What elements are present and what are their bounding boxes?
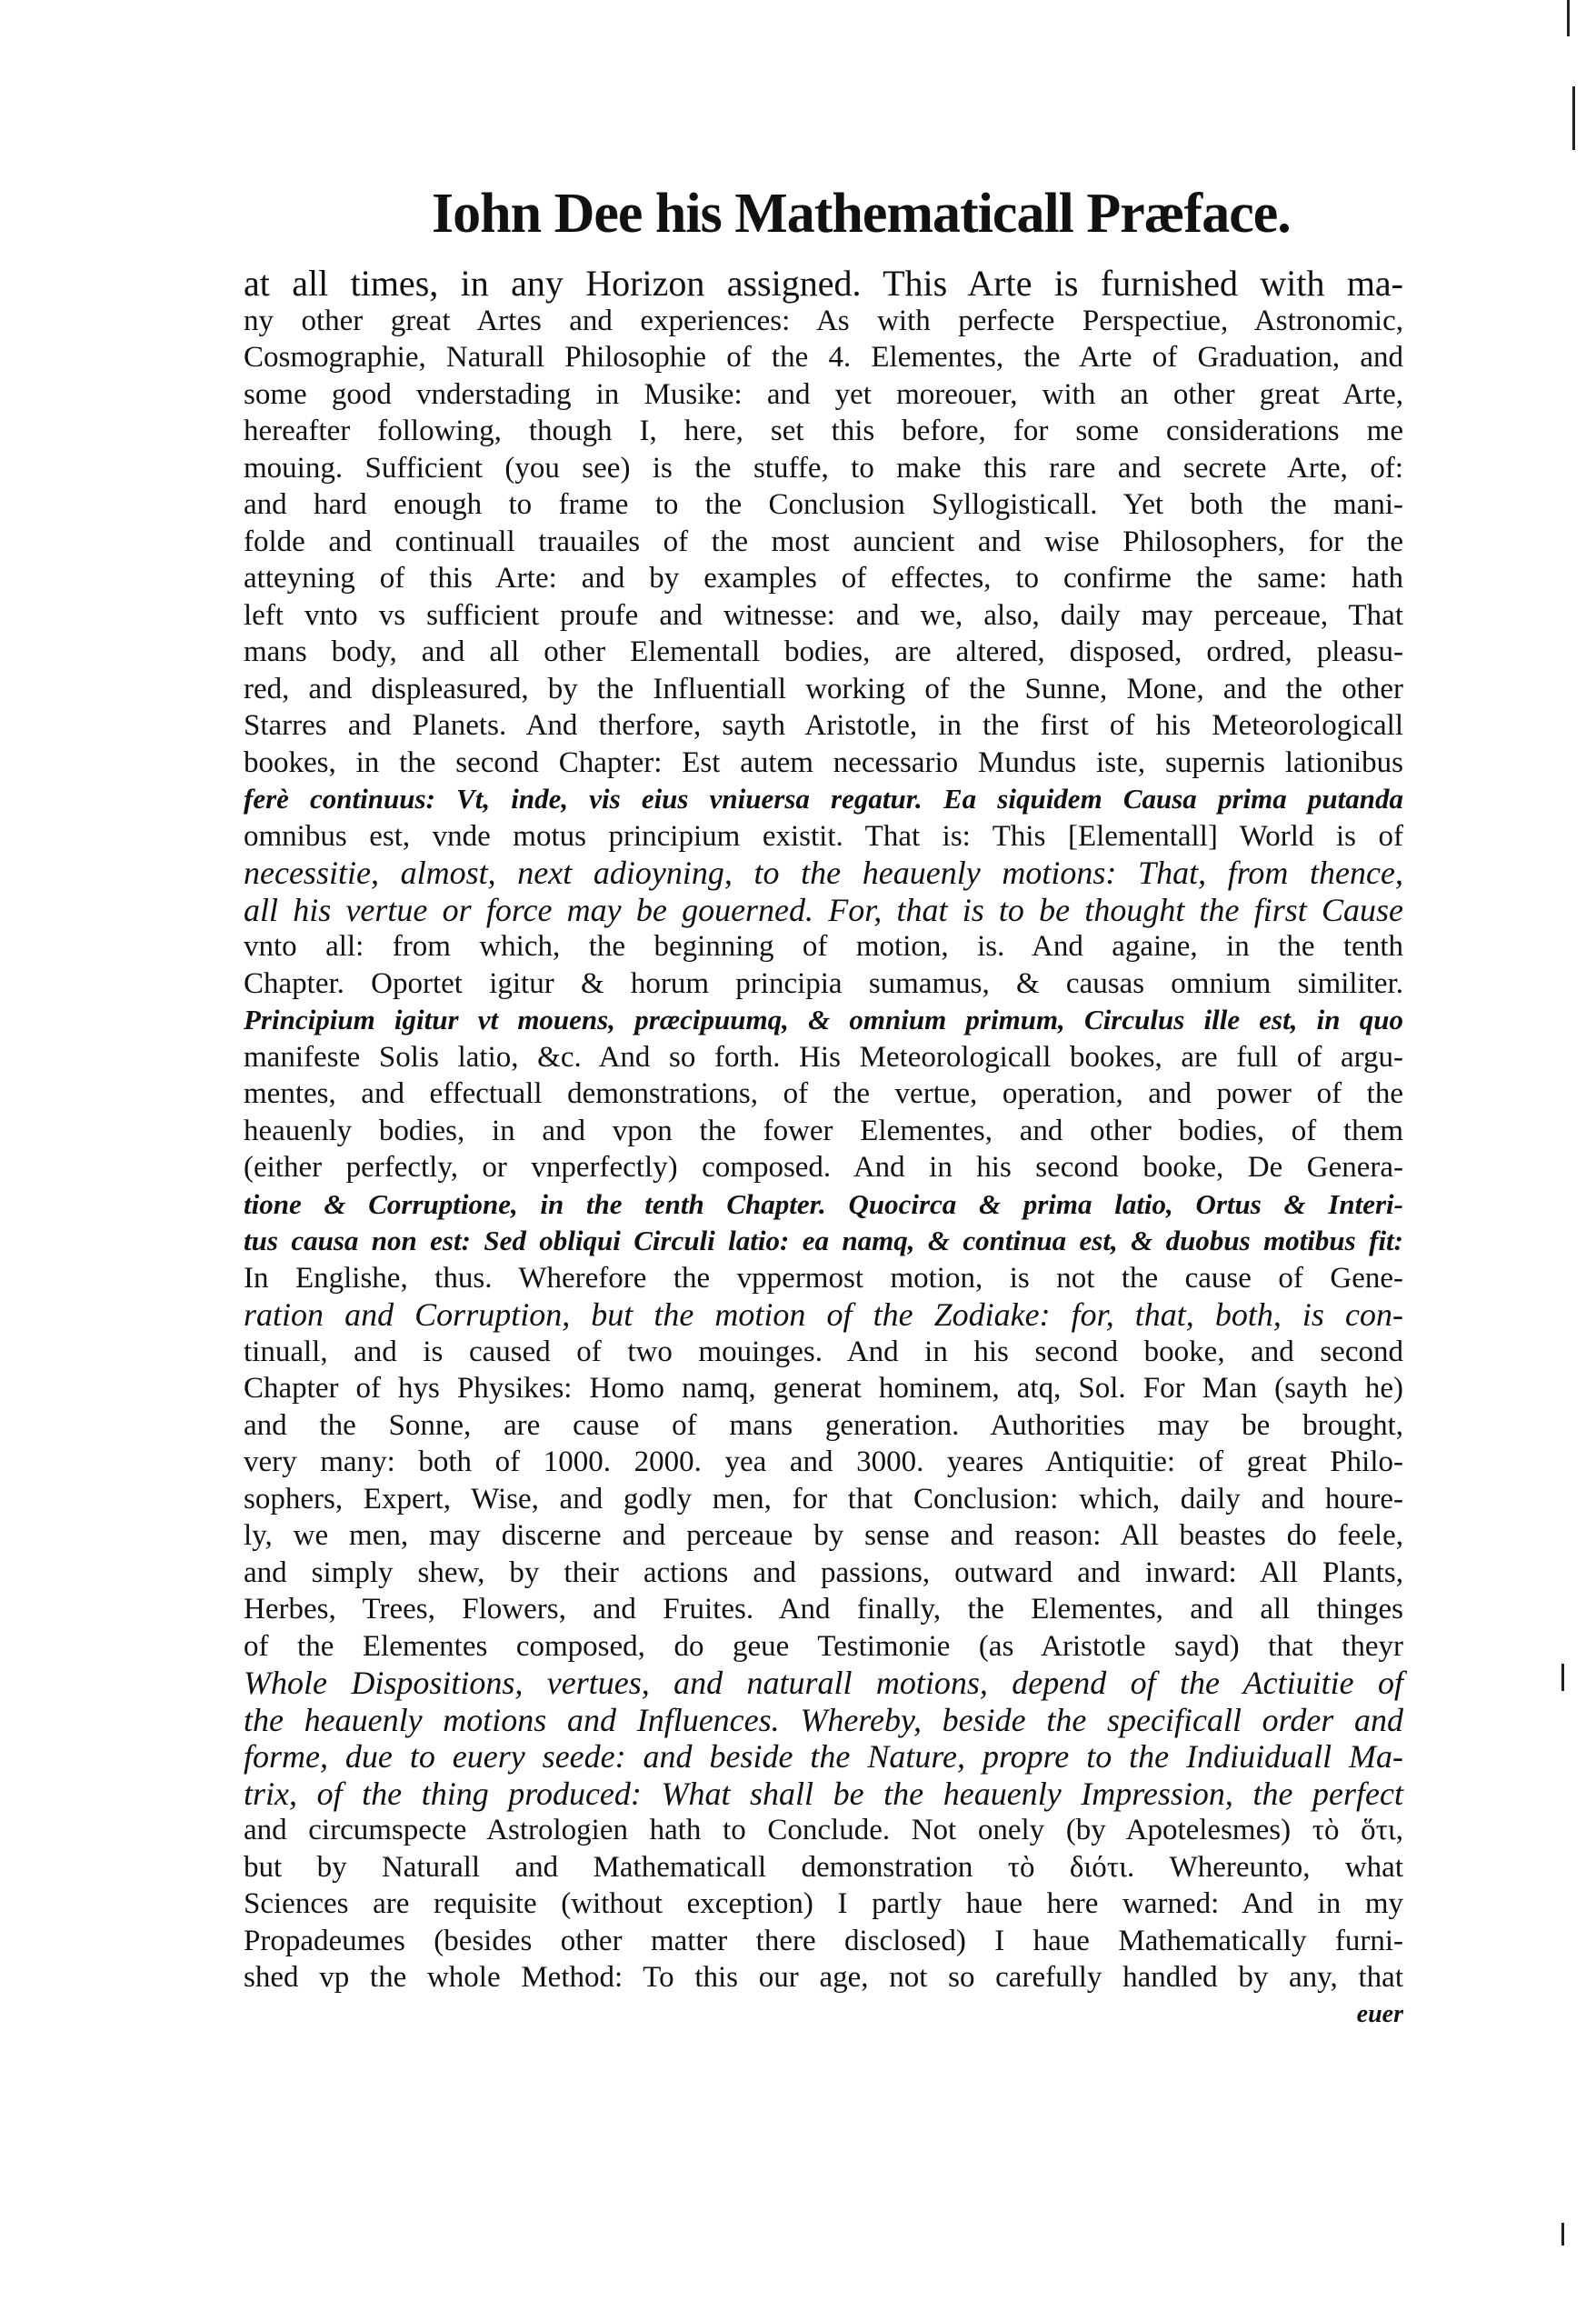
text-line: necessitie, almost, next adioyning, to the heauenly motions: That, from thence, <box>244 855 1403 891</box>
text-line: some good vnderstading in Musike: and yet moreouer, with an other great Arte, <box>244 377 1403 411</box>
text-line: ly, we men, may discerne and perceaue by sense and reason: All beastes do feele, <box>244 1519 1403 1552</box>
text-line: ration and Corruption, but the motion of the Zodiake: for, that, both, is con- <box>244 1296 1403 1333</box>
text-line: forme, due to euery seede: and beside the Nature, propre to the Indiuiduall Ma- <box>244 1738 1403 1775</box>
text-line: at all times, in any Horizon assigned. This Arte is furnished with ma- <box>244 263 1403 304</box>
text-line: tus causa non est: Sed obliqui Circuli latio: ea namq, & continua est, & duobus motibus fit: <box>244 1225 1403 1256</box>
text-line: bookes, in the second Chapter: Est autem necessario Mundus iste, supernis lationibus <box>244 745 1403 779</box>
text-line: manifeste Solis latio, &c. And so forth. His Meteorologicall bookes, are full of argu- <box>244 1040 1403 1074</box>
text-line: Chapter. Oportet igitur & horum principia sumamus, & causas omnium similiter. <box>244 966 1403 1000</box>
text-line: atteyning of this Arte: and by examples of effectes, to confirme the same: hath <box>244 562 1403 595</box>
running-title: Iohn Dee his Mathematicall Præface. <box>432 183 1291 245</box>
text-line: red, and displeasured, by the Influentiall working of the Sunne, Mone, and the other <box>244 672 1403 705</box>
body-text <box>244 265 1403 2033</box>
text-line: all his vertue or force may be gouerned. For, that is to be thought the first Cause <box>244 891 1403 928</box>
text-line: Starres and Planets. And therfore, sayth Aristotle, in the first of his Meteorologicall <box>244 709 1403 742</box>
page-edge-mark-top <box>1567 0 1570 36</box>
text-line: left vnto vs sufficient proufe and witnesse: and we, also, daily may perceaue, That <box>244 598 1403 632</box>
text-line: of the Elementes composed, do geue Testimonie (as Aristotle sayd) that theyr <box>244 1629 1403 1663</box>
text-line: In Englishe, thus. Wherefore the vppermost motion, is not the cause of Gene- <box>244 1261 1403 1295</box>
text-line: folde and continuall trauailes of the most auncient and wise Philosophers, for the <box>244 525 1403 558</box>
page-edge-mark-bottom <box>1561 2223 1564 2246</box>
text-line: hereafter following, though I, here, set this before, for some considerations me <box>244 415 1403 447</box>
text-line: ny other great Artes and experiences: As with perfecte Perspectiue, Astronomic, <box>244 304 1403 337</box>
text-line: shed vp the whole Method: To this our age, not so carefully handled by any, that <box>244 1961 1403 1994</box>
text-line: trix, of the thing produced: What shall be the heauenly Impression, the perfect <box>244 1775 1403 1812</box>
catchword: euer <box>1356 1999 1403 2028</box>
text-line: (either perfectly, or vnperfectly) composed. And in his second booke, De Genera- <box>244 1151 1403 1184</box>
text-line: Herbes, Trees, Flowers, and Fruites. And finally, the Elementes, and all thinges <box>244 1593 1403 1626</box>
text-line: omnibus est, vnde motus principium existit. That is: This [Elementall] World is of <box>244 819 1403 853</box>
text-line: Whole Dispositions, vertues, and naturall motions, depend of the Actiuitie of <box>244 1665 1403 1701</box>
text-line: mans body, and all other Elementall bodies, are altered, disposed, ordred, pleasu- <box>244 635 1403 668</box>
page-edge-mark-upper <box>1572 86 1575 150</box>
text-line: Chapter of hys Physikes: Homo namq, generat hominem, atq, Sol. For Man (sayth he) <box>244 1372 1403 1405</box>
text-line: Cosmographie, Naturall Philosophie of the 4. Elementes, the Arte of Graduation, and <box>244 341 1403 374</box>
text-line: Principium igitur vt mouens, præcipuumq, & omnium primum, Circulus ille est, in quo <box>244 1004 1403 1035</box>
text-line: sophers, Expert, Wise, and godly men, for that Conclusion: which, daily and houre- <box>244 1482 1403 1516</box>
text-line: tinuall, and is caused of two mouinges. And in his second booke, and second <box>244 1335 1403 1368</box>
text-line: the heauenly motions and Influences. Whereby, beside the specificall order and <box>244 1701 1403 1738</box>
text-line: mentes, and effectuall demonstrations, of the vertue, operation, and power of the <box>244 1077 1403 1110</box>
text-line: very many: both of 1000. 2000. yea and 3000. yeares Antiquitie: of great Philo- <box>244 1446 1403 1478</box>
text-line: and circumspecte Astrologien hath to Conclude. Not onely (by Apotelesmes) τὸ ὅτι, <box>244 1814 1403 1846</box>
page-edge-mark-lower <box>1561 1664 1564 1691</box>
text-line: and simply shew, by their actions and passions, outward and inward: All Plants, <box>244 1556 1403 1589</box>
text-line: but by Naturall and Mathematicall demonstration τὸ διότι. Whereunto, what <box>244 1850 1403 1884</box>
text-line: and hard enough to frame to the Conclusion Syllogisticall. Yet both the mani- <box>244 488 1403 521</box>
text-line: vnto all: from which, the beginning of motion, is. And againe, in the tenth <box>244 930 1403 963</box>
text-line: heauenly bodies, in and vpon the fower Elementes, and other bodies, of them <box>244 1114 1403 1147</box>
text-line: tione & Corruptione, in the tenth Chapter. Quocirca & prima latio, Ortus & Interi- <box>244 1187 1403 1220</box>
text-line: Sciences are requisite (without exception) I partly haue here warned: And in my <box>244 1887 1403 1920</box>
text-line: Propadeumes (besides other matter there disclosed) I haue Mathematically furni- <box>244 1924 1403 1957</box>
text-line: ferè continuus: Vt, inde, vis eius vniuersa regatur. Ea siquidem Causa prima putanda <box>244 783 1403 815</box>
text-line: mouing. Sufficient (you see) is the stuffe, to make this rare and secrete Arte, of: <box>244 451 1403 485</box>
text-line: and the Sonne, are cause of mans generation. Authorities may be brought, <box>244 1408 1403 1442</box>
